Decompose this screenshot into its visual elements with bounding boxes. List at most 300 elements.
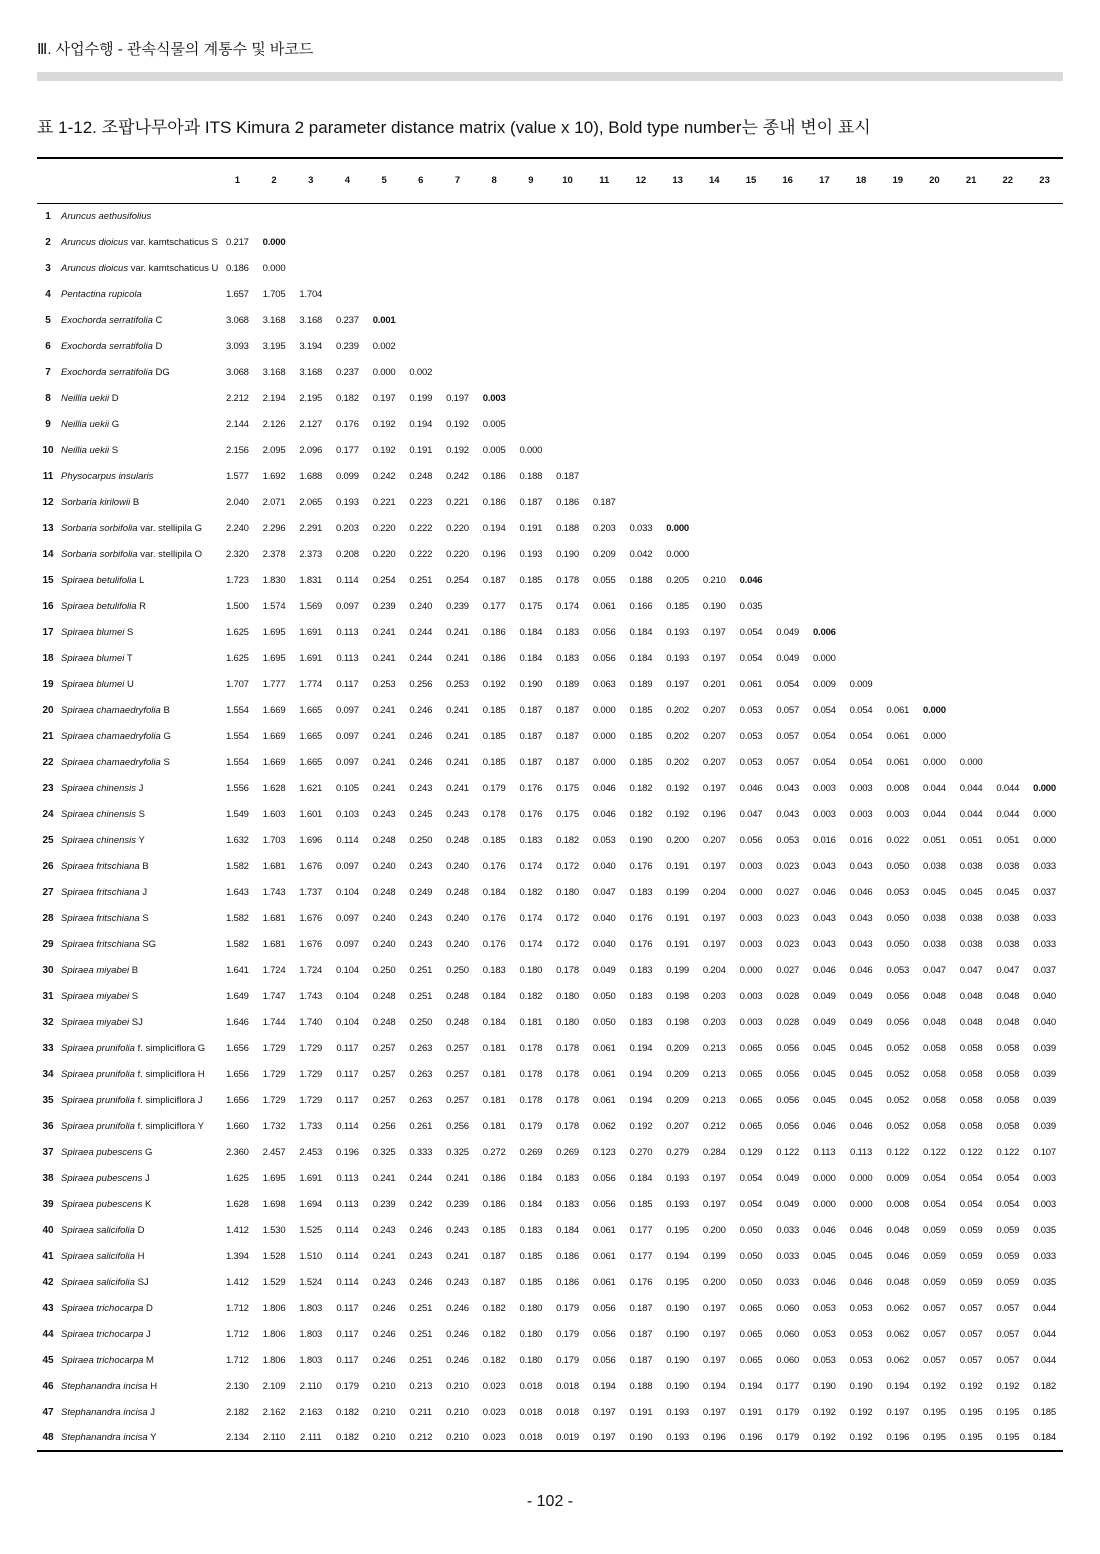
distance-cell: 0.043 xyxy=(812,912,836,924)
distance-cell: 0.043 xyxy=(812,860,836,872)
column-header-blank xyxy=(59,158,219,203)
distance-cell: 0.057 xyxy=(776,756,800,768)
distance-cell: 0.197 xyxy=(702,626,726,638)
distance-cell xyxy=(879,567,916,593)
taxon-genus: Spiraea xyxy=(61,1146,94,1158)
distance-cell: 1.747 xyxy=(262,990,286,1002)
distance-cell: 3.068 xyxy=(225,366,249,378)
distance-cell: 0.045 xyxy=(812,1068,836,1080)
distance-cell: 0.117 xyxy=(336,678,359,690)
table-row xyxy=(37,1243,1063,1269)
taxon-qualifier: SJ xyxy=(131,1016,143,1028)
distance-cell: 0.246 xyxy=(446,1354,469,1366)
distance-cell xyxy=(989,307,1026,333)
distance-cell: 0.180 xyxy=(519,964,543,976)
taxon-epithet: blumei xyxy=(96,652,125,664)
distance-cell: 0.188 xyxy=(629,574,653,586)
distance-cell: 0.194 xyxy=(886,1380,910,1392)
distance-cell: 0.061 xyxy=(592,1042,616,1054)
distance-cell: 0.045 xyxy=(812,1094,836,1106)
distance-cell: 1.510 xyxy=(299,1250,323,1262)
distance-cell: 0.220 xyxy=(372,548,396,560)
taxon-name xyxy=(59,1269,219,1295)
row-number: 23 xyxy=(42,782,54,794)
distance-cell: 2.163 xyxy=(299,1406,323,1418)
distance-cell xyxy=(806,281,843,307)
taxon-qualifier: var. kamtschaticus S xyxy=(130,236,218,248)
distance-cell xyxy=(696,229,733,255)
distance-cell: 0.033 xyxy=(1033,912,1056,924)
distance-cell: 0.122 xyxy=(959,1146,983,1158)
row-number: 20 xyxy=(42,704,54,716)
distance-cell xyxy=(549,411,586,437)
distance-cell xyxy=(586,333,623,359)
distance-cell xyxy=(806,437,843,463)
distance-cell: 0.186 xyxy=(225,262,249,274)
distance-cell xyxy=(806,307,843,333)
distance-cell: 1.806 xyxy=(262,1302,286,1314)
taxon-qualifier: D xyxy=(146,1302,153,1314)
column-header-12: 12 xyxy=(623,158,660,203)
distance-cell: 0.104 xyxy=(336,886,359,898)
distance-cell: 1.733 xyxy=(299,1120,323,1132)
distance-cell: 0.038 xyxy=(996,938,1020,950)
distance-cell: 0.049 xyxy=(776,652,800,664)
distance-cell: 0.003 xyxy=(739,912,763,924)
distance-cell: 1.669 xyxy=(262,756,286,768)
distance-cell xyxy=(549,203,586,229)
distance-cell: 0.256 xyxy=(446,1120,469,1132)
distance-cell: 1.698 xyxy=(262,1198,286,1210)
distance-cell: 0.185 xyxy=(519,1276,543,1288)
distance-cell: 0.057 xyxy=(776,704,800,716)
distance-cell xyxy=(586,359,623,385)
table-row xyxy=(37,1113,1063,1139)
distance-matrix-table xyxy=(37,157,1063,1452)
taxon-qualifier: S xyxy=(131,990,139,1002)
distance-cell xyxy=(916,359,953,385)
distance-cell: 2.144 xyxy=(225,418,249,430)
distance-cell xyxy=(953,541,990,567)
distance-cell: 0.053 xyxy=(812,1354,836,1366)
distance-cell: 0.027 xyxy=(776,964,800,976)
distance-cell: 0.049 xyxy=(776,1198,800,1210)
distance-cell: 0.045 xyxy=(923,886,946,898)
distance-cell: 0.248 xyxy=(372,990,396,1002)
distance-cell: 0.059 xyxy=(996,1224,1020,1236)
distance-cell xyxy=(879,385,916,411)
distance-cell: 1.628 xyxy=(225,1198,249,1210)
distance-cell xyxy=(953,697,990,723)
distance-cell xyxy=(292,229,329,255)
distance-cell: 0.181 xyxy=(482,1120,506,1132)
taxon-qualifier: S xyxy=(111,444,119,456)
distance-cell: 0.248 xyxy=(446,1016,469,1028)
distance-cell xyxy=(843,281,880,307)
distance-cell: 0.054 xyxy=(849,730,873,742)
row-number: 28 xyxy=(42,912,54,924)
distance-cell: 0.192 xyxy=(446,444,469,456)
distance-cell: 0.037 xyxy=(1033,886,1056,898)
table-row xyxy=(37,1269,1063,1295)
taxon-name xyxy=(59,385,219,411)
distance-cell xyxy=(769,437,806,463)
distance-cell xyxy=(586,229,623,255)
distance-cell: 0.180 xyxy=(556,1016,579,1028)
distance-cell xyxy=(843,385,880,411)
distance-cell: 0.183 xyxy=(482,964,506,976)
distance-cell: 0.182 xyxy=(336,392,359,404)
distance-cell: 0.104 xyxy=(336,990,359,1002)
row-number: 22 xyxy=(42,756,54,768)
distance-cell: 0.257 xyxy=(372,1068,396,1080)
distance-cell xyxy=(549,385,586,411)
distance-cell: 0.187 xyxy=(556,704,579,716)
distance-cell xyxy=(513,333,550,359)
taxon-qualifier: J xyxy=(142,886,148,898)
distance-cell: 0.193 xyxy=(666,1172,689,1184)
taxon-epithet: pubescens xyxy=(96,1146,143,1158)
taxon-qualifier: S xyxy=(138,808,145,820)
distance-cell: 0.039 xyxy=(1033,1094,1056,1106)
distance-cell: 0.194 xyxy=(482,522,506,534)
taxon-epithet: fritschiana xyxy=(96,938,140,950)
distance-cell: 0.182 xyxy=(482,1302,506,1314)
distance-cell: 0.043 xyxy=(849,860,873,872)
distance-cell: 1.556 xyxy=(225,782,249,794)
distance-cell: 0.241 xyxy=(372,1250,396,1262)
distance-cell: 0.061 xyxy=(592,1250,616,1262)
distance-cell xyxy=(696,541,733,567)
distance-cell xyxy=(953,255,990,281)
distance-cell: 0.097 xyxy=(336,600,359,612)
distance-cell: 0.179 xyxy=(776,1406,800,1418)
taxon-qualifier: var. kamtschaticus U xyxy=(130,262,219,274)
distance-cell xyxy=(292,255,329,281)
distance-cell: 0.184 xyxy=(519,626,543,638)
distance-cell: 1.729 xyxy=(262,1094,286,1106)
distance-cell xyxy=(769,463,806,489)
distance-cell: 2.212 xyxy=(225,392,249,404)
distance-cell: 0.196 xyxy=(696,1425,733,1451)
distance-cell: 1.806 xyxy=(262,1328,286,1340)
taxon-genus: Spiraea xyxy=(61,1354,94,1366)
distance-cell: 0.199 xyxy=(666,964,689,976)
distance-cell: 1.676 xyxy=(299,938,323,950)
distance-cell: 0.195 xyxy=(953,1425,990,1451)
taxon-genus: Sorbaria xyxy=(61,522,97,534)
distance-cell: 0.006 xyxy=(812,626,836,638)
distance-cell: 0.183 xyxy=(629,990,653,1002)
distance-cell: 0.205 xyxy=(666,574,689,586)
taxon-qualifier: var. stellipila G xyxy=(140,522,203,534)
distance-cell: 0.183 xyxy=(519,1224,543,1236)
distance-cell xyxy=(769,593,806,619)
distance-cell: 0.190 xyxy=(629,834,653,846)
distance-cell xyxy=(843,567,880,593)
distance-cell: 0.104 xyxy=(336,1016,359,1028)
distance-cell: 0.053 xyxy=(886,964,910,976)
distance-cell xyxy=(586,307,623,333)
distance-cell: 0.244 xyxy=(409,1172,433,1184)
distance-cell xyxy=(879,645,916,671)
taxon-genus: Spiraea xyxy=(61,860,94,872)
distance-cell: 0.048 xyxy=(923,1016,946,1028)
row-number: 34 xyxy=(42,1068,54,1080)
distance-cell: 0.184 xyxy=(482,1016,506,1028)
distance-cell: 0.182 xyxy=(629,808,653,820)
distance-cell: 0.198 xyxy=(666,990,689,1002)
distance-cell xyxy=(1026,723,1063,749)
distance-cell xyxy=(879,541,916,567)
distance-cell: 0.052 xyxy=(886,1068,910,1080)
distance-cell: 1.704 xyxy=(299,288,323,300)
distance-cell: 0.237 xyxy=(336,366,359,378)
distance-cell: 0.239 xyxy=(372,1198,396,1210)
distance-cell: 0.241 xyxy=(372,782,396,794)
distance-cell: 0.059 xyxy=(996,1250,1020,1262)
distance-cell xyxy=(733,489,770,515)
taxon-qualifier: SG xyxy=(142,938,157,950)
taxon-name xyxy=(59,1425,219,1451)
distance-cell xyxy=(843,307,880,333)
distance-cell: 0.043 xyxy=(849,938,873,950)
distance-cell xyxy=(769,281,806,307)
distance-cell: 0.053 xyxy=(739,756,763,768)
distance-cell: 0.046 xyxy=(849,1224,873,1236)
distance-cell: 0.056 xyxy=(776,1120,800,1132)
distance-cell: 0.174 xyxy=(519,938,543,950)
distance-cell: 0.246 xyxy=(409,730,433,742)
distance-cell xyxy=(769,307,806,333)
distance-cell xyxy=(953,671,990,697)
distance-cell: 0.221 xyxy=(446,496,469,508)
distance-cell: 0.117 xyxy=(336,1354,359,1366)
distance-cell: 0.183 xyxy=(556,1172,579,1184)
row-number: 5 xyxy=(45,314,51,326)
distance-cell: 1.743 xyxy=(262,886,286,898)
taxon-name xyxy=(59,1165,219,1191)
distance-cell xyxy=(439,229,476,255)
distance-cell: 1.737 xyxy=(299,886,323,898)
distance-cell: 0.058 xyxy=(996,1094,1020,1106)
distance-cell: 0.056 xyxy=(592,1302,616,1314)
distance-cell: 0.058 xyxy=(923,1120,946,1132)
distance-cell: 0.107 xyxy=(1033,1146,1056,1158)
taxon-genus: Aruncus xyxy=(61,236,96,248)
distance-cell xyxy=(696,307,733,333)
table-row xyxy=(37,541,1063,567)
distance-cell xyxy=(879,437,916,463)
distance-cell: 0.217 xyxy=(225,236,249,248)
distance-cell: 0.054 xyxy=(739,1198,763,1210)
distance-cell: 1.632 xyxy=(225,834,249,846)
distance-cell: 0.209 xyxy=(666,1094,689,1106)
distance-cell xyxy=(659,333,696,359)
distance-cell xyxy=(476,281,513,307)
distance-cell: 0.038 xyxy=(959,912,983,924)
distance-cell: 0.049 xyxy=(812,1016,836,1028)
distance-cell xyxy=(953,203,990,229)
distance-cell: 1.525 xyxy=(299,1224,323,1236)
distance-cell: 0.044 xyxy=(923,782,946,794)
distance-cell xyxy=(402,307,439,333)
distance-cell: 0.047 xyxy=(739,808,763,820)
distance-cell: 2.182 xyxy=(225,1406,249,1418)
taxon-name xyxy=(59,1347,219,1373)
distance-cell: 0.192 xyxy=(996,1380,1020,1392)
distance-cell: 1.691 xyxy=(299,652,323,664)
distance-cell: 0.000 xyxy=(1033,834,1056,846)
distance-cell: 0.240 xyxy=(372,912,396,924)
distance-cell: 0.187 xyxy=(592,496,616,508)
distance-cell: 2.378 xyxy=(262,548,286,560)
distance-cell: 0.190 xyxy=(666,1328,689,1340)
distance-cell: 0.114 xyxy=(336,1224,359,1236)
taxon-epithet: serratifolia xyxy=(109,314,153,326)
distance-cell: 2.110 xyxy=(256,1425,293,1451)
distance-cell xyxy=(989,463,1026,489)
distance-cell: 0.195 xyxy=(959,1406,983,1418)
distance-cell: 0.000 xyxy=(592,704,616,716)
distance-cell: 0.052 xyxy=(886,1094,910,1106)
distance-cell: 0.187 xyxy=(519,496,543,508)
taxon-epithet: prunifolia xyxy=(96,1094,135,1106)
taxon-epithet: fritschiana xyxy=(96,912,140,924)
distance-cell: 0.242 xyxy=(446,470,469,482)
row-number: 2 xyxy=(45,236,51,248)
distance-cell: 0.183 xyxy=(556,1198,579,1210)
distance-cell: 0.000 xyxy=(739,886,763,898)
distance-cell: 0.179 xyxy=(519,1120,543,1132)
row-number: 10 xyxy=(42,444,54,456)
table-row xyxy=(37,463,1063,489)
distance-cell: 1.676 xyxy=(299,860,323,872)
distance-cell: 0.049 xyxy=(849,990,873,1002)
distance-cell xyxy=(696,359,733,385)
distance-cell: 0.248 xyxy=(446,834,469,846)
taxon-qualifier: U xyxy=(127,678,134,690)
distance-cell: 0.243 xyxy=(372,808,396,820)
taxon-name xyxy=(59,307,219,333)
distance-cell: 0.178 xyxy=(556,574,579,586)
distance-cell: 0.176 xyxy=(336,418,359,430)
distance-cell: 1.603 xyxy=(262,808,286,820)
distance-cell: 0.176 xyxy=(482,938,506,950)
distance-cell: 0.237 xyxy=(336,314,359,326)
table-caption: 표 1-12. 조팝나무아과 ITS Kimura 2 parameter distance matrix (value x 10), Bold type number는 종내 변이 표시 xyxy=(37,118,871,137)
table-row xyxy=(37,879,1063,905)
running-header: Ⅲ. 사업수행 - 관속식물의 계통수 및 바코드 xyxy=(37,41,314,58)
distance-cell: 0.185 xyxy=(629,730,653,742)
distance-cell: 0.050 xyxy=(886,860,910,872)
distance-cell: 0.046 xyxy=(849,964,873,976)
taxon-qualifier: D xyxy=(137,1224,145,1236)
table-row xyxy=(37,671,1063,697)
distance-cell: 0.197 xyxy=(702,1302,726,1314)
distance-cell: 0.056 xyxy=(776,1094,800,1106)
distance-cell: 0.178 xyxy=(556,1042,579,1054)
distance-cell: 0.182 xyxy=(519,886,543,898)
distance-cell: 0.061 xyxy=(592,1094,616,1106)
taxon-epithet: rupicola xyxy=(108,288,142,300)
distance-cell: 0.184 xyxy=(629,652,653,664)
distance-cell: 2.360 xyxy=(225,1146,249,1158)
row-number: 45 xyxy=(42,1354,54,1366)
distance-cell: 0.056 xyxy=(776,1042,800,1054)
distance-cell xyxy=(989,697,1026,723)
distance-cell: 0.177 xyxy=(776,1380,800,1392)
distance-cell: 0.243 xyxy=(409,860,433,872)
distance-cell: 0.044 xyxy=(996,808,1020,820)
distance-cell: 0.000 xyxy=(666,522,689,534)
distance-cell xyxy=(953,281,990,307)
distance-cell: 0.023 xyxy=(482,1380,506,1392)
distance-cell xyxy=(989,385,1026,411)
row-number: 48 xyxy=(37,1425,59,1451)
distance-cell: 0.177 xyxy=(629,1250,653,1262)
distance-cell xyxy=(513,385,550,411)
distance-cell: 1.656 xyxy=(225,1094,249,1106)
distance-cell xyxy=(843,359,880,385)
distance-cell: 0.197 xyxy=(702,912,726,924)
distance-cell: 0.003 xyxy=(849,808,873,820)
table-row xyxy=(37,1347,1063,1373)
distance-cell: 0.240 xyxy=(409,600,433,612)
distance-cell: 0.202 xyxy=(666,756,689,768)
distance-cell: 0.243 xyxy=(409,938,433,950)
distance-cell: 0.186 xyxy=(482,626,506,638)
distance-cell: 0.061 xyxy=(886,730,910,742)
taxon-genus: Spiraea xyxy=(61,834,94,846)
distance-cell: 0.097 xyxy=(336,912,359,924)
distance-cell: 0.047 xyxy=(959,964,983,976)
column-header-1: 1 xyxy=(219,158,256,203)
distance-cell: 1.625 xyxy=(225,1172,249,1184)
row-number: 17 xyxy=(42,626,54,638)
distance-cell: 0.189 xyxy=(629,678,653,690)
distance-cell: 0.000 xyxy=(592,756,616,768)
distance-cell: 0.040 xyxy=(1033,1016,1056,1028)
taxon-qualifier: Y xyxy=(138,834,145,846)
distance-cell xyxy=(1026,593,1063,619)
row-number: 39 xyxy=(42,1198,54,1210)
distance-cell xyxy=(696,255,733,281)
distance-cell: 0.046 xyxy=(592,808,616,820)
distance-cell: 3.168 xyxy=(262,314,286,326)
distance-cell: 1.569 xyxy=(299,600,323,612)
distance-cell xyxy=(953,567,990,593)
row-number: 18 xyxy=(42,652,54,664)
distance-cell xyxy=(769,489,806,515)
taxon-qualifier: var. stellipila O xyxy=(140,548,203,560)
distance-cell xyxy=(219,203,256,229)
distance-cell: 0.200 xyxy=(702,1224,726,1236)
distance-cell: 0.192 xyxy=(666,808,689,820)
row-number: 41 xyxy=(42,1250,54,1262)
distance-cell: 0.190 xyxy=(666,1380,689,1392)
distance-cell: 0.057 xyxy=(959,1354,983,1366)
taxon-qualifier: f. simpliciflora G xyxy=(137,1042,206,1054)
row-number: 47 xyxy=(42,1406,54,1418)
distance-cell: 0.113 xyxy=(336,652,359,664)
distance-cell: 0.062 xyxy=(886,1302,910,1314)
distance-cell: 0.058 xyxy=(996,1120,1020,1132)
taxon-epithet: uekii xyxy=(89,444,110,456)
distance-cell xyxy=(366,281,403,307)
distance-cell: 0.048 xyxy=(886,1276,910,1288)
distance-cell xyxy=(916,281,953,307)
